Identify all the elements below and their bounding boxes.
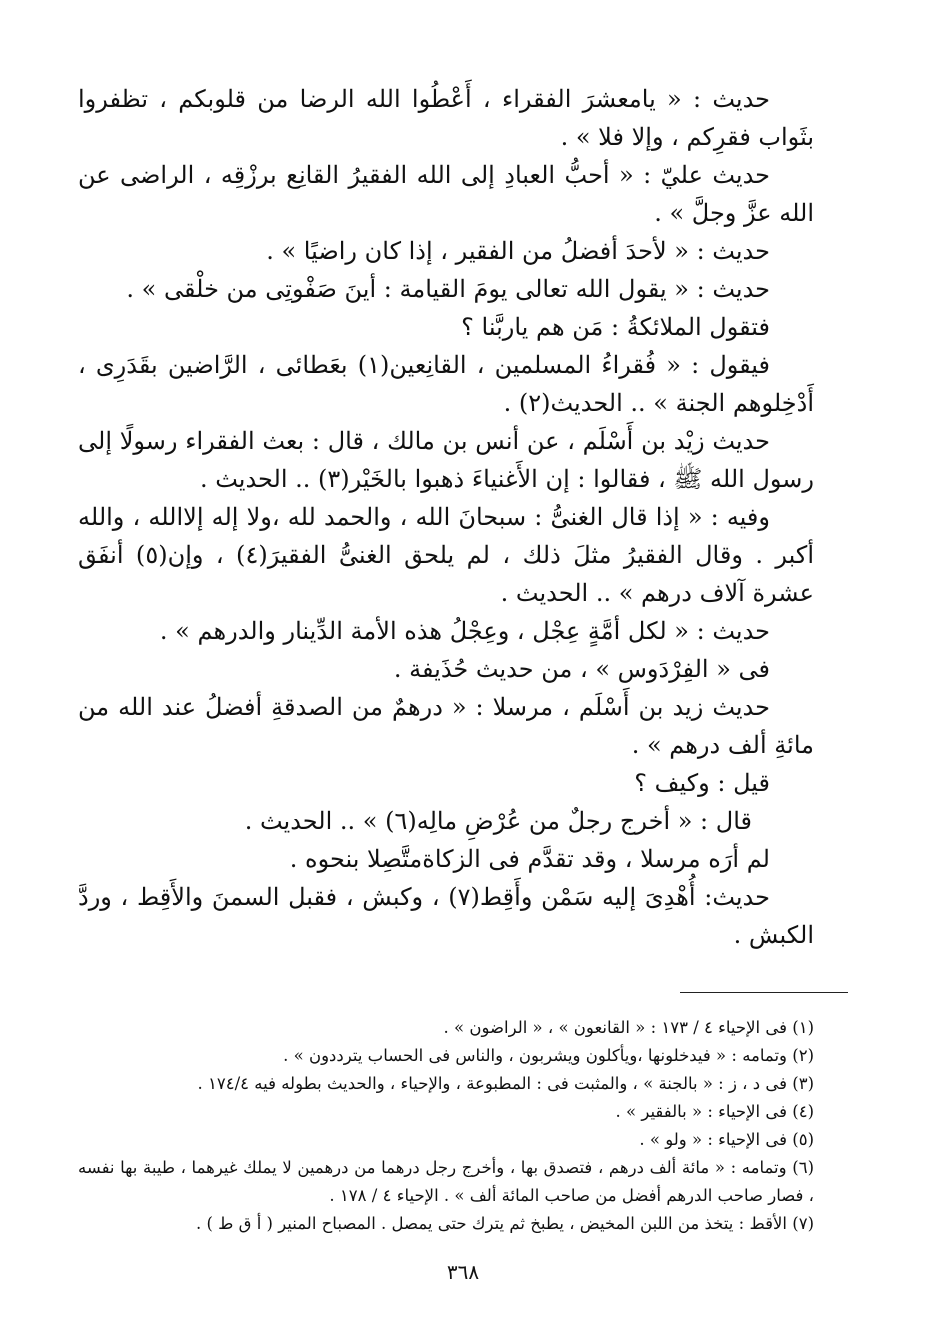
paragraph-answer-wealth: قال : « أخرج رجلٌ من عُرْضِ مالِه(٦) » .. الحديث . [244,807,752,835]
paragraph-hadith-calf: حديث : « لكل أمَّةٍ عِجْل ، وعِجْلُ هذه الأمة الدِّينار والدرهم » . [159,617,770,645]
document-page [78,80,814,954]
footnote-7: (٧) الأقط : يتخذ من اللبن المخيض ، يطبخ ثم يترك حتى يمصل . المصباح المنير ( أ ق ط ) . [195,1214,814,1233]
paragraph-note-mursal: لم أرَه مرسلا ، وقد تقدَّم فى الزكاةمتَّصِلا بنحوه . [289,845,770,873]
paragraph-firdaws-source: فى « الفِرْدَوس » ، من حديث حُذَيفة . [393,655,770,683]
paragraph-allah-answers: فيقول : « فُقراءُ المسلمين ، القانِعين(١) بعَطائى ، الرَّاضين بقَدَرِى ، أَدْخِلوهم الجنة » .. الحديث(٢) . [78,351,814,417]
page-number: ٣٦٨ [446,1260,480,1284]
footnote-2: (٢) وتمامه : « فيدخلونها ،ويأكلون ويشربون ، والناس فى الحساب يترددون » . [283,1046,814,1065]
paragraph-question-how: قيل : وكيف ؟ [634,769,770,797]
paragraph-tasbih: وفيه : « إذا قال الغنىُّ : سبحانَ الله ، والحمد لله ،ولا إله إلاالله ، والله أكبر . وقال الفقيرُ مثلَ ذلك ، لم يلحق الغنىُّ الفقيرَ(٤) ، وإن(٥) أنفَق عشرة آلاف درهم » .. الحديث . [78,503,815,607]
footnote-3: (٣) فى د ، ز : « بالجنة » ، والمثبت فى : المطبوعة ، والإحياء ، والحديث بطوله فيه ١٧٤/٤ . [197,1074,814,1093]
paragraph-hadith-zayd-anas: حديث زيْد بن أَسْلَم ، عن أنس بن مالك ، قال : بعث الفقراء رسولًا إلى رسول الله ﷺ ، فقالوا : إن الأَغنياءَ ذهبوا بالخَيْر(٣) .. الحديث . [78,427,814,493]
footnote-5: (٥) فى الإحياء : « ولو » . [639,1130,814,1149]
paragraph-hadith-day-of-judgment: حديث : « يقول الله تعالى يومَ القيامة : أينَ صَفْوتِى من خلْقى » . [126,275,770,303]
footnote-1: (١) فى الإحياء ٤ / ١٧٣ : « القانعون » ، « الراضون » . [443,1018,814,1037]
footnote-4: (٤) فى الإحياء : « بالفقير » . [615,1102,814,1121]
paragraph-hadith-ali: حديث عليّ : « أحبُّ العبادِ إلى الله الفقيرُ القانِع برزْقِه ، الراضى عن الله عزَّ وجلَّ » . [78,161,814,227]
footnotes-section [78,1014,814,1238]
footnote-6: (٦) وتمامه : « مائة ألف درهم ، فتصدق بها ، وأخرج رجل درهما من درهمين لا يملك غيرهما ، طيبة بها نفسه ، فصار صاحب الدرهم أفضل من صاحب المائة ألف » . الإحياء ٤ / ١٧٨ . [78,1158,814,1205]
paragraph-angels-ask: فتقول الملائكةُ : مَن هم ياربَّنا ؟ [461,313,770,341]
paragraph-hadith-best-poor: حديث : « لأحدَ أفضلُ من الفقير ، إذا كان راضيًا » . [266,237,770,265]
main-text [78,80,814,954]
paragraph-hadith-poor-contentment: حديث : « يامعشرَ الفقراء ، أَعْطُوا الله الرضا من قلوبكم ، تظفروا بثَواب فقرِكم ، وإلا فلا » . [78,85,814,151]
paragraph-hadith-ghee: حديث: أُهْدِىَ إليه سَمْن وأَقِط(٧) ، وكبش ، فقبل السمنَ والأَقِط ، وردَّ الكبش . [78,883,814,949]
paragraph-hadith-dirham: حديث زيد بن أَسْلَم ، مرسلا : « درهمٌ من الصدقةِ أفضلُ عند الله من مائةِ ألف درهم » . [78,693,814,759]
footnote-separator [680,992,848,993]
